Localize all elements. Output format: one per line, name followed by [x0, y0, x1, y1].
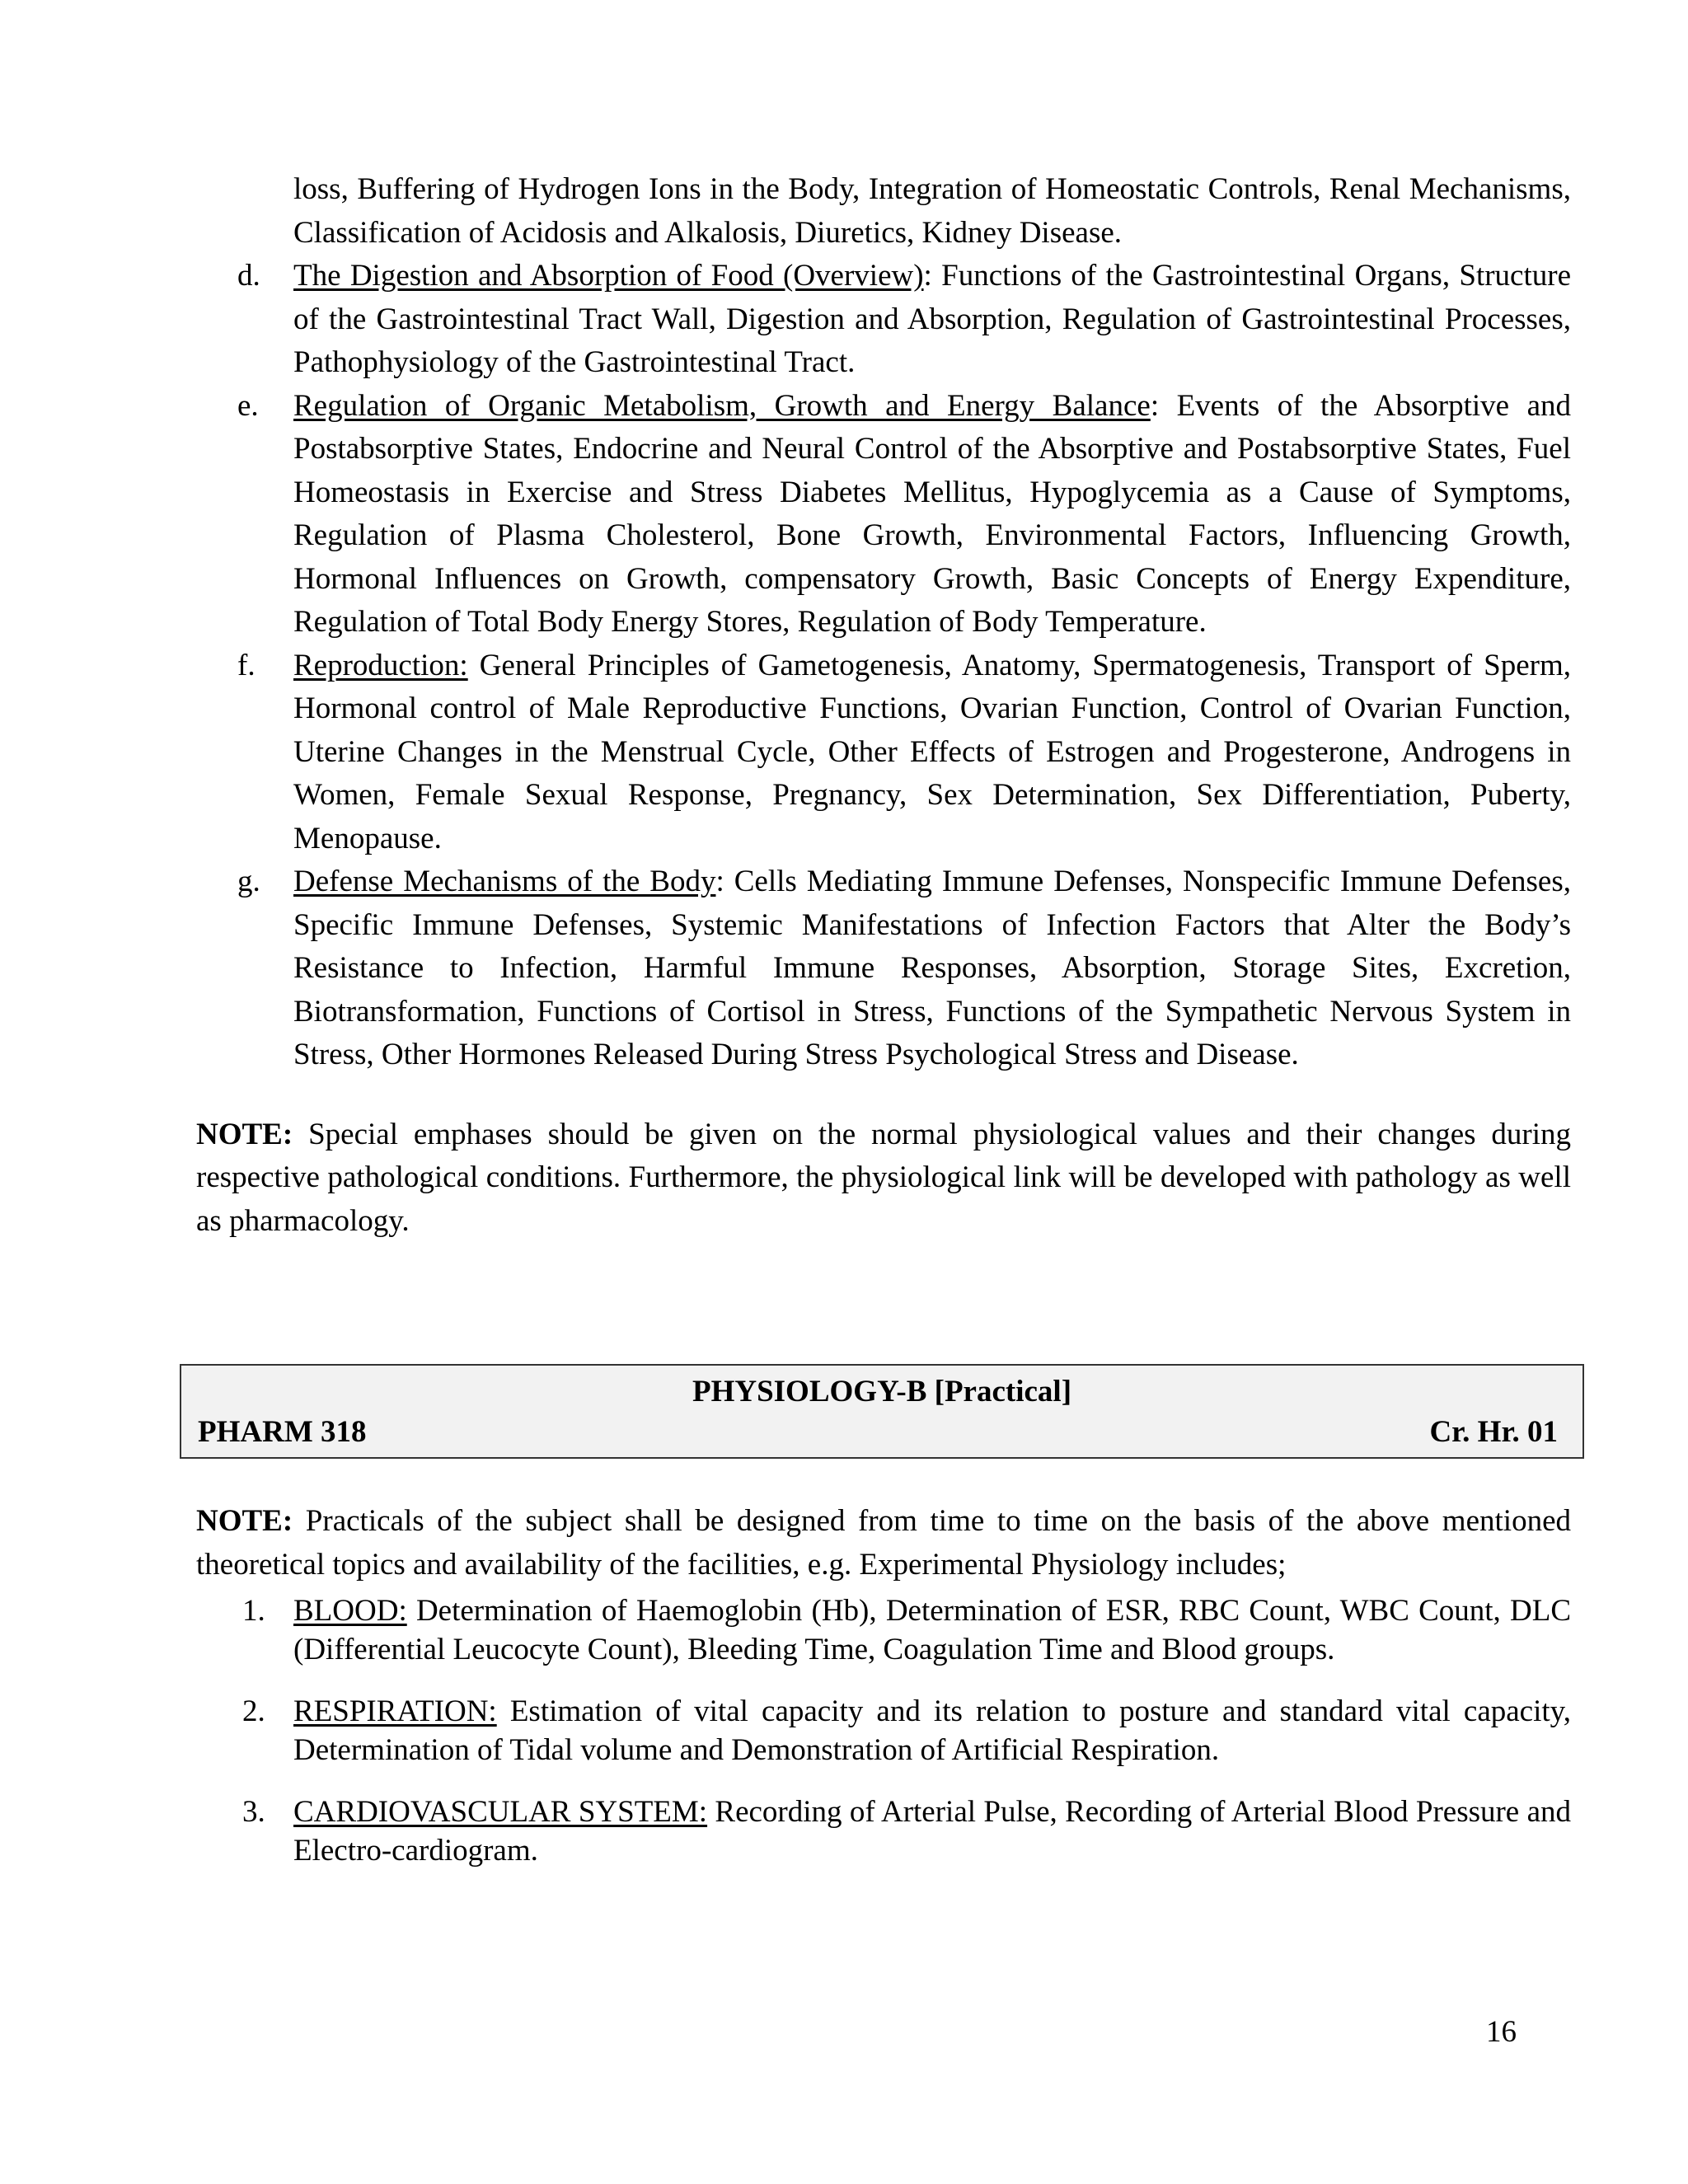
lower-content — [196, 1500, 1571, 1870]
topic-title: Reproduction: — [293, 648, 468, 682]
note-paragraph-theory — [196, 1113, 1571, 1244]
practical-title: CARDIOVASCULAR SYSTEM: — [293, 1795, 708, 1829]
practical-item-cardiovascular — [242, 1793, 1571, 1870]
practical-item-respiration — [242, 1692, 1571, 1769]
topic-marker: g. — [237, 865, 260, 898]
course-title: PHYSIOLOGY-B [Practical] — [692, 1375, 1072, 1408]
practical-text: Recording of Arterial Pulse, Recording of Arterial Blood Pressure and Electro-cardiogram. — [293, 1795, 1571, 1868]
topic-marker: d. — [237, 259, 260, 293]
topic-marker: f. — [237, 648, 256, 682]
topic-separator: : — [715, 865, 724, 898]
page-number: 16 — [1486, 2015, 1517, 2049]
topic-separator: : — [923, 259, 932, 293]
topic-separator: : — [1150, 388, 1160, 423]
topic-item-g — [237, 860, 1571, 1077]
course-header-box — [180, 1364, 1584, 1459]
practical-item-blood — [242, 1591, 1571, 1669]
practical-text: Determination of Haemoglobin (Hb), Determination of ESR, RBC Count, WBC Count, DLC (Differential Leucocyte Count), Bleeding Time, Coagulation Time and Blood groups. — [293, 1594, 1571, 1666]
note-label: NOTE: — [196, 1504, 293, 1538]
topic-text: General Principles of Gametogenesis, Anatomy, Spermatogenesis, Transport of Sperm, Hormonal control of Male Reproductive Functions, Ovarian Function, Control of Ovarian Function, Uterine Changes in the Menstrual Cycle, Other Effects of Estrogen and Progesterone, Androgens in Women, Female Sexual Response, Pregnancy, Sex Determination, Sex Differentiation, Puberty, Menopause. — [293, 648, 1571, 855]
practical-marker: 3. — [242, 1795, 265, 1829]
practical-marker: 2. — [242, 1694, 265, 1728]
note-text: Special emphases should be given on the normal physiological values and their changes during respective pathological conditions. Furthermore, the physiological link will be developed with pathology as well as pharmacology. — [196, 1117, 1571, 1238]
upper-content — [196, 168, 1571, 1243]
topic-item-f — [237, 644, 1571, 861]
topic-title: Defense Mechanisms of the Body — [293, 865, 716, 898]
practical-title: RESPIRATION: — [293, 1694, 497, 1728]
practical-title: BLOOD: — [293, 1594, 407, 1628]
topic-title: The Digestion and Absorption of Food (Overview) — [293, 259, 924, 293]
topic-marker: e. — [237, 388, 259, 423]
topic-item-d — [237, 255, 1571, 385]
topic-text: Cells Mediating Immune Defenses, Nonspecific Immune Defenses, Specific Immune Defenses, Systemic Manifestations of Infection Factors that Alter the Body’s Resistance to Infection, Harmful Immune Responses, Absorption, Storage Sites, Excretion, Biotransformation, Functions of Cortisol in Stress, Functions of the Sympathetic Nervous System in Stress, Other Hormones Released During Stress Psychological Stress and Disease. — [293, 865, 1571, 1071]
note-text: Practicals of the subject shall be designed from time to time on the basis of the above mentioned theoretical topics and availability of the facilities, e.g. Experimental Physiology includes; — [196, 1504, 1571, 1582]
practical-marker: 1. — [242, 1594, 265, 1628]
continuation-paragraph: loss, Buffering of Hydrogen Ions in the Body, Integration of Homeostatic Controls, Renal Mechanisms, Classification of Acidosis and Alkalosis, Diuretics, Kidney Disease. — [293, 172, 1571, 250]
topic-title: Regulation of Organic Metabolism, Growth and Energy Balance — [293, 388, 1151, 423]
topic-item-e — [237, 385, 1571, 644]
practical-text: Estimation of vital capacity and its relation to posture and standard vital capacity, Determination of Tidal volume and Demonstration of Artificial Respiration. — [293, 1694, 1571, 1767]
topic-text: Functions of the Gastrointestinal Organs, Structure of the Gastrointestinal Tract Wall, Digestion and Absorption, Regulation of Gastrointestinal Processes, Pathophysiology of the Gastrointestinal Tract. — [293, 259, 1571, 379]
topic-text: Events of the Absorptive and Postabsorptive States, Endocrine and Neural Control of the Absorptive and Postabsorptive States, Fuel Homeostasis in Exercise and Stress Diabetes Mellitus, Hypoglycemia as a Cause of Symptoms, Regulation of Plasma Cholesterol, Bone Growth, Environmental Factors, Influencing Growth, Hormonal Influences on Growth, compensatory Growth, Basic Concepts of Energy Expenditure, Regulation of Total Body Energy Stores, Regulation of Body Temperature. — [293, 388, 1571, 639]
note-label: NOTE: — [196, 1117, 293, 1151]
course-credit-hours: Cr. Hr. 01 — [1429, 1415, 1558, 1449]
course-code: PHARM 318 — [198, 1415, 367, 1449]
note-paragraph-practical — [196, 1500, 1571, 1586]
